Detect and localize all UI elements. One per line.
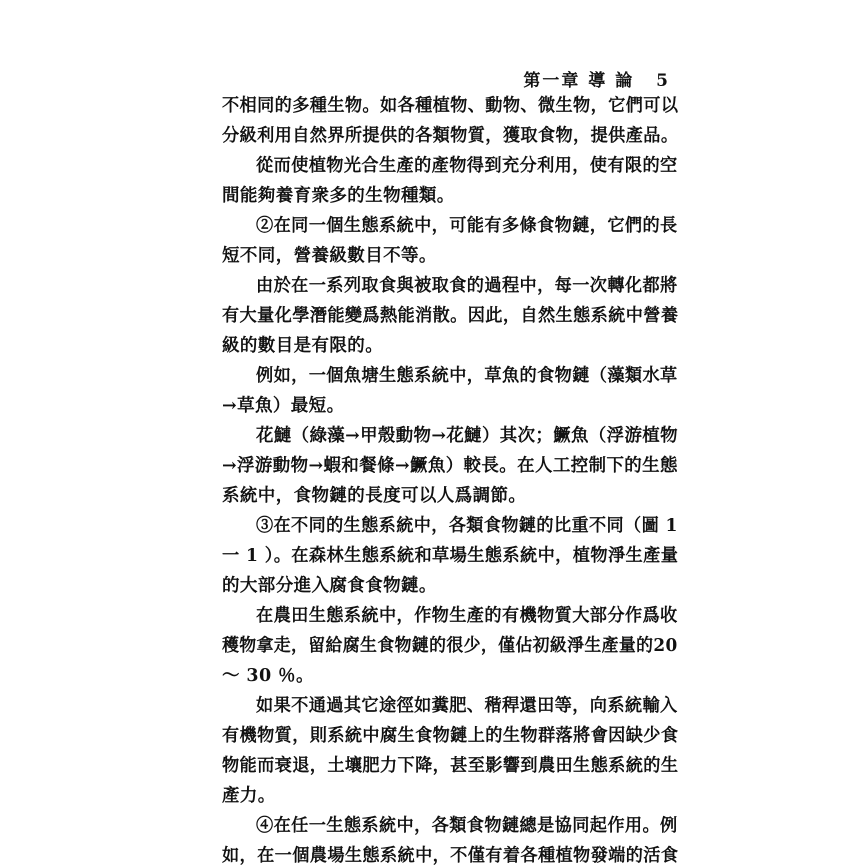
text-line: ～ 30 ％。 [222, 666, 314, 686]
text-line: 在農田生態系統中，作物生產的有機物質大部分作爲收 [256, 606, 678, 626]
text-line: ④在任一生態系統中，各類食物鏈總是協同起作用。例 [256, 816, 678, 836]
page-header [520, 66, 670, 90]
text-line: 級的數目是有限的。 [222, 336, 384, 356]
text-line: 從而使植物光合生產的產物得到充分利用，使有限的空 [256, 156, 678, 176]
running-title: 第一章 導 論 [523, 71, 635, 91]
text-line: 有機物質，則系統中腐生食物鏈上的生物群落將會因缺少食 [222, 726, 679, 746]
text-line: →浮游動物→蝦和餐條→鱖魚）較長。在人工控制下的生態 [222, 456, 678, 476]
text-line: 穫物拿走，留給腐生食物鏈的很少，僅佔初級淨生產量的20 [222, 636, 678, 656]
text-line: 花鰱（綠藻→甲殼動物→花鰱）其次；鱖魚（浮游植物 [256, 426, 678, 446]
text-line: 分級利用自然界所提供的各類物質，獲取食物，提供產品。 [222, 126, 679, 146]
page-number: 5 [656, 71, 670, 91]
text-line: ③在不同的生態系統中，各類食物鏈的比重不同（圖 1 [256, 516, 678, 536]
text-line: 短不同，營養級數目不等。 [222, 246, 437, 266]
text-line: →草魚）最短。 [222, 396, 345, 416]
text-line: 系統中，食物鏈的長度可以人爲調節。 [222, 486, 527, 506]
text-line: 例如，一個魚塘生態系統中，草魚的食物鏈（藻類水草 [256, 366, 678, 386]
text-line: 物能而衰退，土壤肥力下降，甚至影響到農田生態系統的生 [222, 756, 679, 776]
text-line: 間能夠養育衆多的生物種類。 [222, 186, 455, 206]
text-line: 有大量化學潛能變爲熱能消散。因此，自然生態系統中營養 [222, 306, 679, 326]
text-line: 由於在一系列取食與被取食的過程中，每一次轉化都將 [256, 276, 678, 296]
text-line: 一 1 ）。在森林生態系統和草場生態系統中，植物淨生產量 [222, 546, 679, 566]
text-line: ②在同一個生態系統中，可能有多條食物鏈，它們的長 [256, 216, 678, 236]
text-line: 如，在一個農場生態系統中，不僅有着各種植物發端的活食 [222, 846, 679, 866]
text-line: 不相同的多種生物。如各種植物、動物、微生物，它們可以 [222, 96, 679, 116]
text-line: 產力。 [222, 786, 276, 806]
text-line: 如果不通過其它途徑如糞肥、稭稈還田等，向系統輸入 [256, 696, 678, 716]
text-line: 的大部分進入腐食食物鏈。 [222, 576, 437, 596]
